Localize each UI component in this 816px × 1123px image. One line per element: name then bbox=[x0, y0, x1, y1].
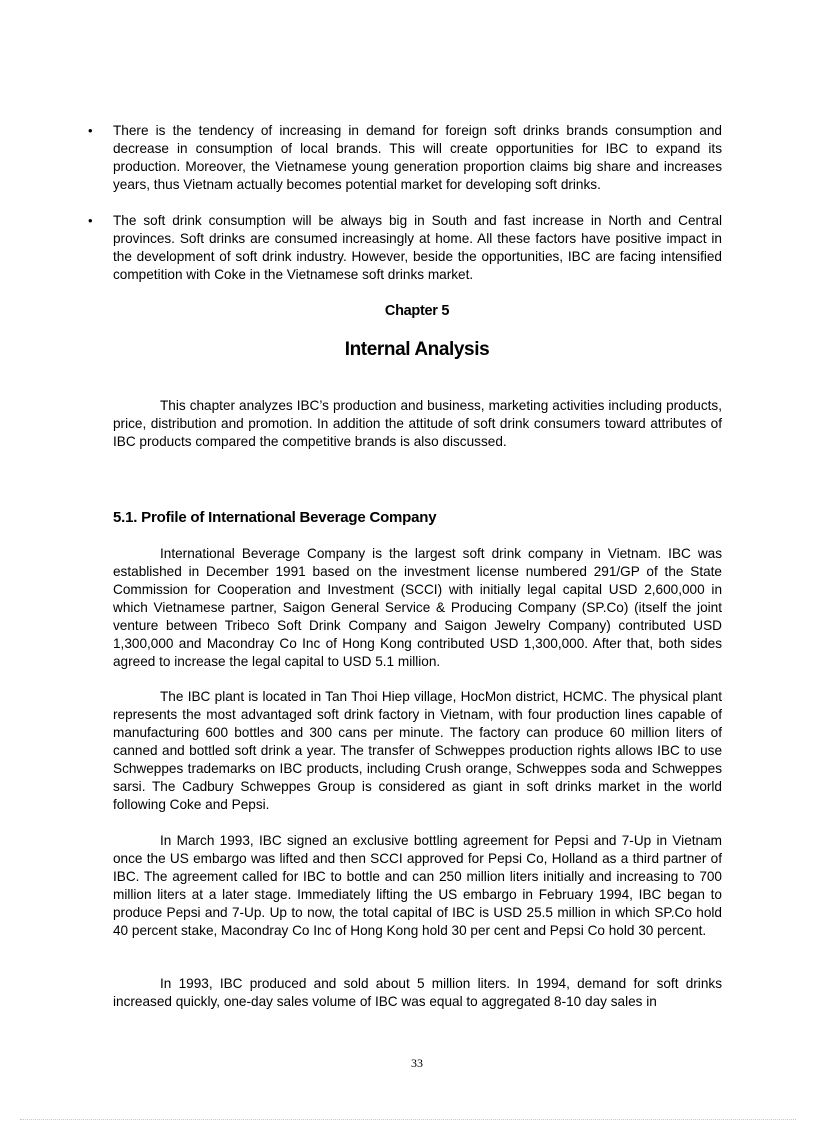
body-paragraph: In March 1993, IBC signed an exclusive bottling agreement for Pepsi and 7-Up in Vietnam once the US embargo was lifted and then SCCI approved for Pepsi Co, Holland as a third partner of IBC. The agreement called for IBC to bottle and can 250 million liters initially and increasing to 700 million liters at a later stage. Immediately lifting the US embargo in February 1994, IBC began to produce Pepsi and 7-Up. Up to now, the total capital of IBC is USD 25.5 million in which SP.Co hold 40 percent stake, Macondray Co Inc of Hong Kong hold 30 per cent and Pepsi Co hold 30 percent. bbox=[113, 833, 722, 938]
page-number: 33 bbox=[411, 1056, 423, 1070]
body-paragraph: The IBC plant is located in Tan Thoi Hiep village, HocMon district, HCMC. The physical plant represents the most advantaged soft drink factory in Vietnam, with four production lines capable of manufacturing 600 bottles and 300 cans per minute. The factory can produce 60 million liters of canned and bottled soft drink a year. The transfer of Schweppes production rights allows IBC to use Schweppes trademarks on IBC products, including Crush orange, Schweppes soda and Schweppes sarsi. The Cadbury Schweppes Group is considered as giant in soft drinks market in the world following Coke and Pepsi. bbox=[113, 689, 722, 812]
bullet-text: There is the tendency of increasing in demand for foreign soft drinks brands consumption and decrease in consumption of local brands. This will create opportunities for IBC to expand its production. Moreover, the Vietnamese young generation proportion claims big share and increases years, thus Vietnam actually becomes potential market for developing soft drinks. bbox=[113, 123, 722, 192]
bullet-dot-icon: • bbox=[88, 123, 93, 138]
bullet-dot-icon: • bbox=[88, 213, 93, 228]
body-paragraph: International Beverage Company is the largest soft drink company in Vietnam. IBC was established in December 1991 based on the investment license numbered 291/GP of the State Commission for Cooperation and Investment (SCCI) with initially legal capital USD 2,600,000 in which Vietnamese partner, Saigon General Service & Producing Company (SP.Co) (itself the joint venture between Tribeco Soft Drink Company and Saigon Jewelry Company) contributed USD 1,300,000 and Macondray Co Inc of Hong Kong contributed USD 1,300,000. After that, both sides agreed to increase the legal capital to USD 5.1 million. bbox=[113, 546, 722, 669]
bullet-text: The soft drink consumption will be always big in South and fast increase in North and Central provinces. Soft drinks are consumed increasingly at home. All these factors have positive impact in the development of soft drink industry. However, beside the opportunities, IBC are facing intensified competition with Coke in the Vietnamese soft drinks market. bbox=[113, 213, 722, 282]
bullet-list bbox=[88, 122, 722, 302]
bullet-item bbox=[88, 122, 722, 194]
page-bottom-divider bbox=[20, 1119, 796, 1120]
chapter-title: Internal Analysis bbox=[344, 339, 490, 360]
body-paragraph: In 1993, IBC produced and sold about 5 million liters. In 1994, demand for soft drinks increased quickly, one-day sales volume of IBC was equal to aggregated 8-10 day sales in bbox=[113, 976, 722, 1009]
bullet-item bbox=[88, 212, 722, 284]
section-heading: 5.1. Profile of International Beverage Company bbox=[113, 509, 437, 526]
chapter-intro-paragraph: This chapter analyzes IBC’s production and business, marketing activities including products, price, distribution and promotion. In addition the attitude of soft drink consumers toward attributes of IBC products compared the competitive brands is also discussed. bbox=[113, 398, 722, 449]
chapter-number: Chapter 5 bbox=[384, 303, 450, 319]
